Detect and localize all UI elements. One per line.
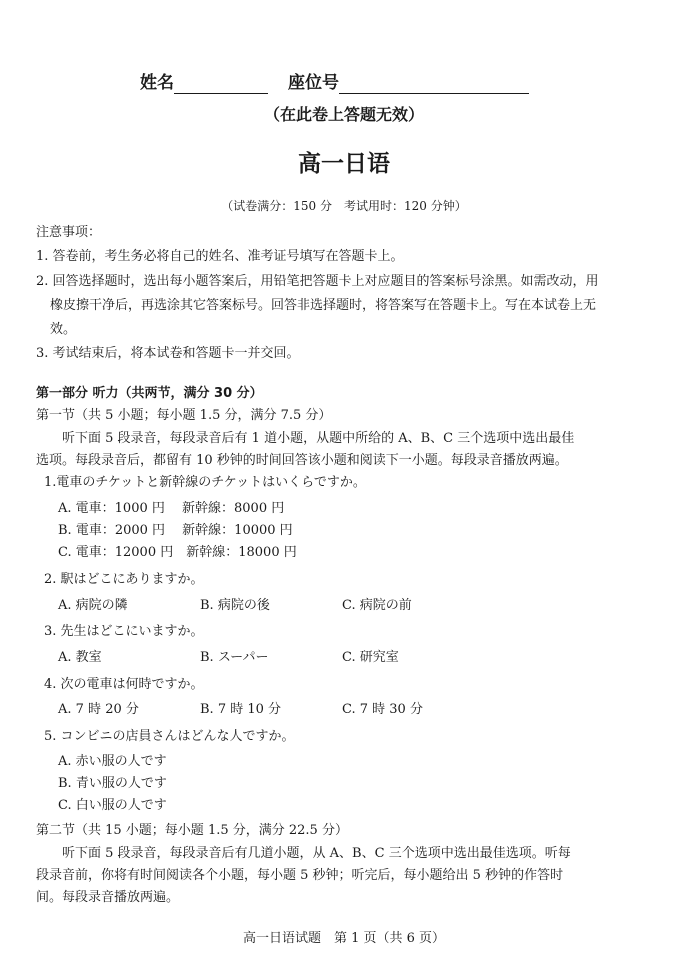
section1-intro-line2: 选项。每段录音后，都留有 10 秒钟的时间回答该小题和阅读下一小题。每段录音播放两遍。 <box>36 453 568 468</box>
instruction-2-line1: 2. 回答选择题时，选出每小题答案后，用铅笔把答题卡上对应题目的答案标号涂黑。如需改动，用 <box>36 274 599 289</box>
question-4-stem: 4. 次の電車は何時ですか。 <box>44 677 204 692</box>
question-5-stem: 5. コンビニの店員さんはどんな人ですか。 <box>44 729 295 744</box>
question-1-stem: 1.電車のチケットと新幹線のチケットはいくらですか。 <box>44 475 366 490</box>
page-footer: 高一日语试题 第 1 页（共 6 页） <box>242 931 446 946</box>
seat-blank <box>339 75 529 94</box>
section2-heading: 第二节（共 15 小题；每小题 1.5 分，满分 22.5 分） <box>36 823 348 838</box>
page-title: 高一日语 <box>298 150 390 177</box>
question-2-option-a: A. 病院の隣 <box>58 598 128 613</box>
section1-intro-line1: 听下面 5 段录音，每段录音后有 1 道小题，从题中所给的 A、B、C 三个选项中选出最佳 <box>62 431 575 446</box>
question-5-option-c: C. 白い服の人です <box>58 798 167 813</box>
question-3-option-a: A. 教室 <box>58 650 102 665</box>
invalid-answer-notice: （在此卷上答题无效） <box>263 105 424 124</box>
instruction-2-line2: 橡皮擦干净后，再选涂其它答案标号。回答非选择题时，将答案写在答题卡上。写在本试卷上无 <box>50 298 597 313</box>
student-info-row <box>140 72 529 94</box>
section2-intro-line3: 间。每段录音播放两遍。 <box>36 890 180 905</box>
exam-info: （试卷满分：150 分 考试用时：120 分钟） <box>221 199 467 213</box>
question-4-option-a: A. 7 時 20 分 <box>58 702 139 717</box>
seat-label: 座位号 <box>288 73 339 93</box>
question-4-option-c: C. 7 時 30 分 <box>342 702 423 717</box>
instruction-3: 3. 考试结束后，将本试卷和答题卡一并交回。 <box>36 346 300 361</box>
instructions-heading: 注意事项： <box>36 225 102 240</box>
question-1-option-c: C. 電車：12000 円 新幹線：18000 円 <box>58 545 297 560</box>
question-4-option-b: B. 7 時 10 分 <box>200 702 282 717</box>
question-3-stem: 3. 先生はどこにいますか。 <box>44 624 204 639</box>
question-1-option-b: B. 電車：2000 円 新幹線：10000 円 <box>58 523 293 538</box>
question-2-option-c: C. 病院の前 <box>342 598 412 613</box>
name-label: 姓名 <box>140 73 174 93</box>
question-5-option-a: A. 赤い服の人です <box>58 754 167 769</box>
section1-heading: 第一节（共 5 小题；每小题 1.5 分，满分 7.5 分） <box>36 408 332 423</box>
part1-heading: 第一部分 听力（共两节，满分 30 分） <box>36 386 263 401</box>
section2-intro-line1: 听下面 5 段录音，每段录音后有几道小题，从 A、B、C 三个选项中选出最佳选项。听每 <box>62 846 571 861</box>
question-2-option-b: B. 病院の後 <box>200 598 270 613</box>
instruction-2-line3: 效。 <box>50 322 77 337</box>
name-blank <box>174 75 268 94</box>
question-1-option-a: A. 電車：1000 円 新幹線：8000 円 <box>58 501 285 516</box>
question-5-option-b: B. 青い服の人です <box>58 776 167 791</box>
section2-intro-line2: 段录音前，你将有时间阅读各个小题，每小题 5 秒钟；听完后，每小题给出 5 秒钟的作答时 <box>36 868 564 883</box>
question-3-option-c: C. 研究室 <box>342 650 399 665</box>
question-3-option-b: B. スーパー <box>200 650 269 665</box>
instruction-1: 1. 答卷前，考生务必将自己的姓名、准考证号填写在答题卡上。 <box>36 249 404 264</box>
question-2-stem: 2. 駅はどこにありますか。 <box>44 572 204 587</box>
